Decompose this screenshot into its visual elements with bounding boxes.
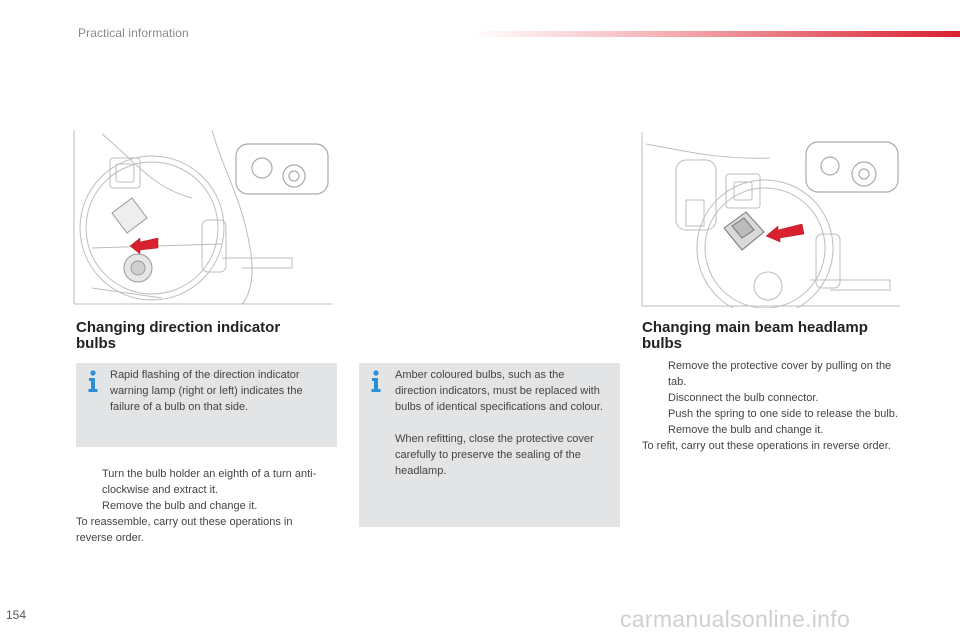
direction-indicator-diagram [72, 128, 334, 308]
closing-text: To reassemble, carry out these operations in reverse order. [76, 516, 293, 544]
main-beam-steps [642, 358, 898, 454]
amber-bulbs-info-box [359, 363, 620, 527]
section-header: Practical information [78, 26, 189, 40]
refitting-info-text: When refitting, close the protective cover carefully to preserve the sealing of the headlamp. [395, 433, 594, 477]
direction-indicator-info-box [76, 363, 337, 447]
main-beam-diagram [640, 130, 902, 308]
step-text: Disconnect the bulb connector. [668, 392, 819, 404]
list-item [642, 406, 898, 422]
step-text: Remove the bulb and change it. [102, 500, 258, 512]
info-icon [368, 369, 384, 393]
info-icon [85, 369, 101, 393]
step-text: Turn the bulb holder an eighth of a turn anti-clockwise and extract it. [102, 468, 317, 496]
step-text: Remove the bulb and change it. [668, 424, 824, 436]
direction-indicator-heading: Changing direction indicator bulbs [76, 319, 281, 352]
amber-bulbs-info-text: Amber coloured bulbs, such as the direction indicators, must be replaced with bulbs of identical specifications and colour. [395, 369, 603, 413]
list-item [642, 422, 898, 438]
header-accent-bar [470, 31, 960, 37]
closing-text: To refit, carry out these operations in reverse order. [642, 440, 891, 452]
page-number: 154 [6, 608, 27, 622]
watermark: carmanualsonline.info [620, 606, 851, 632]
list-item [76, 498, 330, 514]
list-item [642, 358, 898, 390]
step-text: Remove the protective cover by pulling on the tab. [668, 360, 892, 388]
list-item [76, 466, 330, 498]
step-text: Push the spring to one side to release the bulb. [668, 408, 898, 420]
list-item [642, 390, 898, 406]
direction-indicator-info-text: Rapid flashing of the direction indicator warning lamp (right or left) indicates the failure of a bulb on that side. [110, 369, 303, 413]
main-beam-heading: Changing main beam headlamp bulbs [642, 319, 868, 352]
direction-indicator-steps [76, 466, 330, 546]
